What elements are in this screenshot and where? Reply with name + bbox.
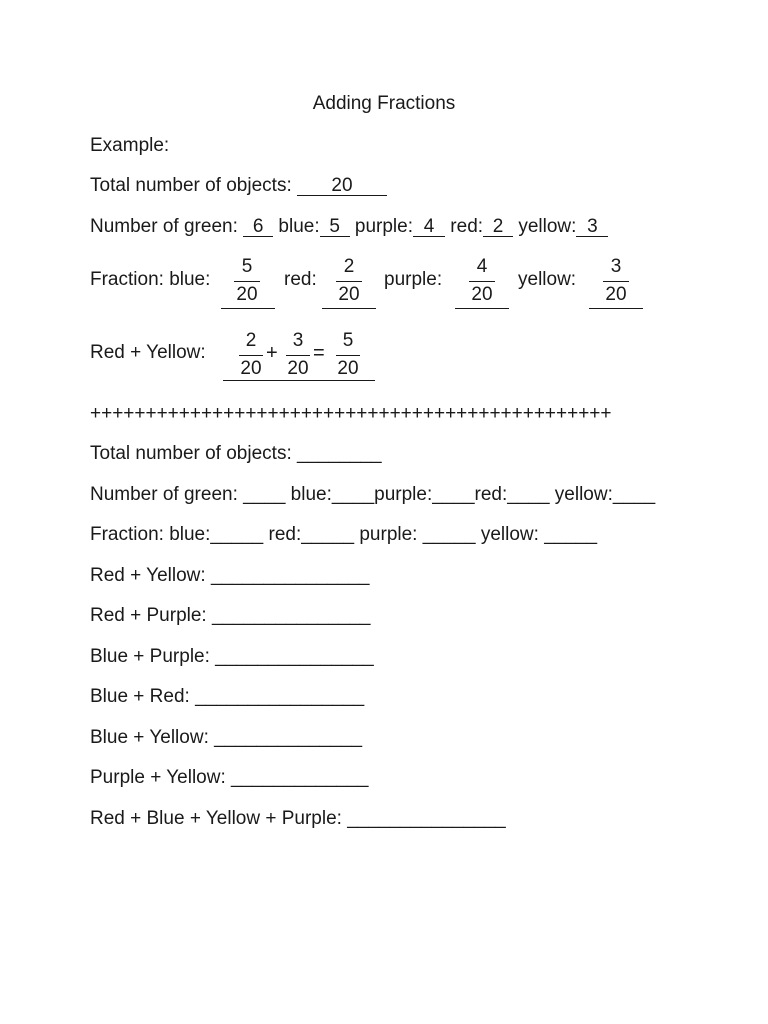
sum-a-denominator: 20: [240, 358, 262, 379]
sum-b-numerator: 3: [292, 330, 304, 351]
red-fraction-numerator: 2: [343, 256, 355, 277]
example-purple-value: 4: [413, 217, 445, 237]
exercise-sum-blue-red: Blue + Red: ________________: [90, 686, 365, 707]
example-counts-label: Number of green:: [90, 216, 238, 237]
example-total-line: [90, 175, 387, 197]
purple-fraction-numerator: 4: [476, 256, 488, 277]
red-fraction-underline: [322, 308, 376, 309]
example-sum-fraction-b: [285, 330, 311, 380]
sum-a-numerator: 2: [245, 330, 257, 351]
exercise-sum-blue-purple: Blue + Purple: _______________: [90, 646, 374, 667]
example-frac-purple-label: purple:: [384, 269, 443, 290]
exercise-sum-blue-yellow: Blue + Yellow: ______________: [90, 727, 363, 748]
red-fraction-denominator: 20: [338, 284, 360, 305]
example-total-value: 20: [297, 176, 387, 196]
plus-sign: +: [266, 342, 278, 364]
exercise-total-line: Total number of objects: ________: [90, 443, 382, 464]
example-fraction-label: Fraction: blue:: [90, 269, 211, 290]
example-green-value: 6: [243, 217, 273, 237]
example-label: Example:: [90, 135, 170, 156]
exercise-sum-purple-yellow: Purple + Yellow: _____________: [90, 767, 369, 788]
exercise-counts-line: Number of green: ____ blue:____purple:____red:____ yellow:____: [90, 484, 656, 505]
purple-fraction-underline: [455, 308, 509, 309]
example-total-label: Total number of objects:: [90, 175, 292, 196]
blue-fraction-underline: [221, 308, 275, 309]
exercise-fraction-line: Fraction: blue:_____ red:_____ purple: _____ yellow: _____: [90, 524, 598, 545]
blue-fraction-denominator: 20: [236, 284, 258, 305]
exercise-sum-red-yellow: Red + Yellow: _______________: [90, 565, 370, 586]
example-blue-fraction: [234, 256, 260, 306]
example-yellow-fraction: [603, 256, 629, 306]
example-sum-label: Red + Yellow:: [90, 342, 206, 363]
yellow-fraction-numerator: 3: [610, 256, 622, 277]
sum-b-denominator: 20: [287, 358, 309, 379]
example-red-value: 2: [483, 217, 513, 237]
exercise-sum-red-purple: Red + Purple: _______________: [90, 605, 371, 626]
example-yellow-label: yellow:: [518, 216, 577, 237]
sum-result-denominator: 20: [337, 358, 359, 379]
separator-line: +++++++++++++++++++++++++++++++++++++++++++++++: [90, 403, 612, 424]
example-blue-value: 5: [320, 217, 350, 237]
sum-underline: [223, 380, 375, 381]
example-counts-line: [90, 216, 608, 238]
yellow-fraction-underline: [589, 308, 643, 309]
yellow-fraction-denominator: 20: [605, 284, 627, 305]
example-frac-yellow-label: yellow:: [518, 269, 577, 290]
example-blue-label: blue:: [278, 216, 320, 237]
equals-sign: =: [313, 342, 325, 364]
example-purple-fraction: [469, 256, 495, 306]
example-sum-result: [335, 330, 361, 380]
example-red-fraction: [336, 256, 362, 306]
example-sum-fraction-a: [238, 330, 264, 380]
worksheet-title: Adding Fractions: [312, 93, 456, 114]
sum-result-numerator: 5: [342, 330, 354, 351]
purple-fraction-denominator: 20: [471, 284, 493, 305]
blue-fraction-numerator: 5: [241, 256, 253, 277]
example-purple-label: purple:: [354, 216, 414, 237]
example-red-label: red:: [450, 216, 484, 237]
exercise-sum-all: Red + Blue + Yellow + Purple: _______________: [90, 808, 506, 829]
example-yellow-value: 3: [576, 217, 608, 237]
example-frac-red-label: red:: [284, 269, 317, 290]
